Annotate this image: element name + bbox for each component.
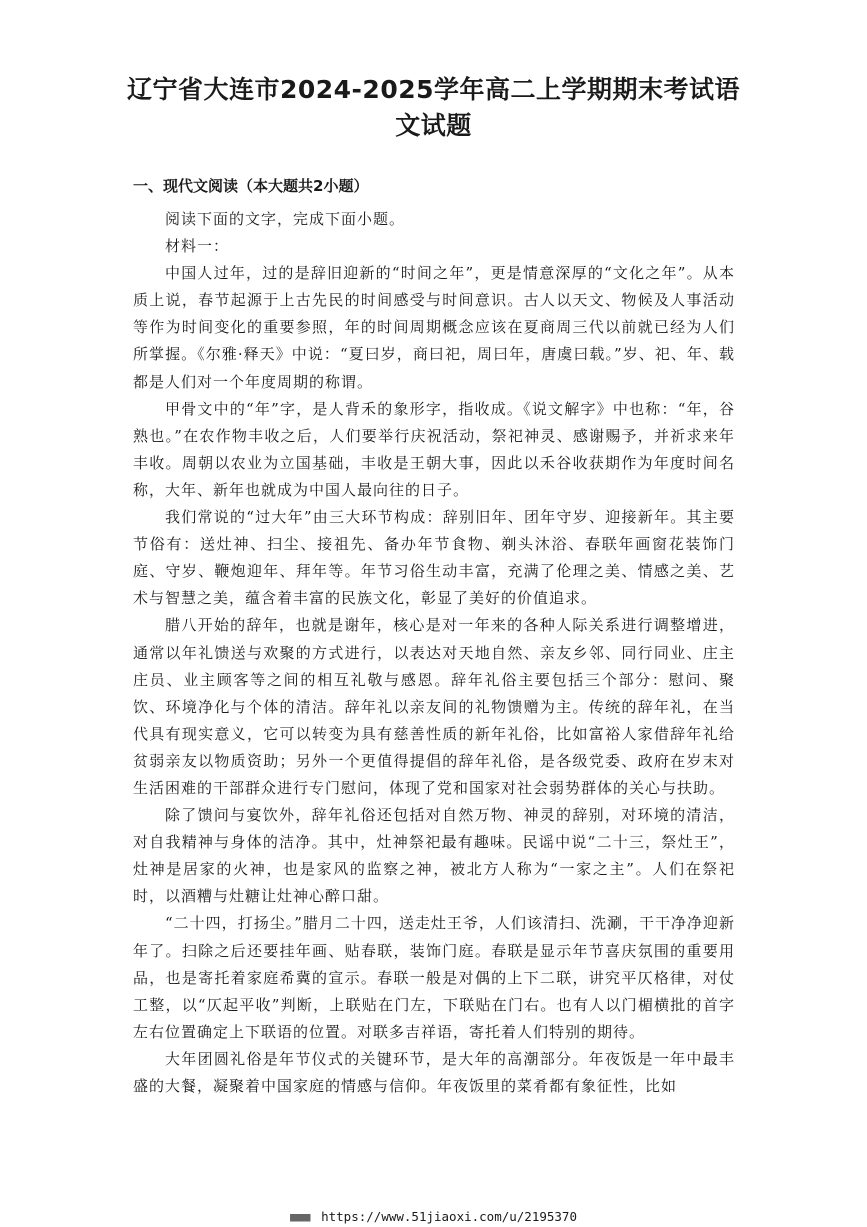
material-label: 材料一： xyxy=(165,237,230,256)
passage-body xyxy=(133,206,735,1100)
paragraph: 除了馈问与宴饮外，辞年礼俗还包括对自然万物、神灵的辞别，对环境的清洁，对自我精神与身体的洁净。其中，灶神祭祀最有趣味。民谣中说“二十三，祭灶王”，灶神是居家的火神，也是家风的监察之神，被北方人称为“一家之主”。人们在祭祀时，以酒糟与灶糖让灶神心醉口甜。 xyxy=(133,806,735,906)
footer-dots: ■■■ xyxy=(290,1209,310,1224)
instruction-line: 阅读下面的文字，完成下面小题。 xyxy=(165,210,406,228)
paragraph: 中国人过年，过的是辞旧迎新的“时间之年”，更是情意深厚的“文化之年”。从本质上说，春节起源于上古先民的时间感受与时间意识。古人以天文、物候及人事活动等作为时间变化的重要参照，年的时间周期概念应该在夏商周三代以前就已经为人们所掌握。《尔雅·释天》中说：“夏曰岁，商曰祀，周曰年，唐虞曰载。”岁、祀、年、载都是人们对一个年度周期的称谓。 xyxy=(133,264,735,391)
paragraph: 我们常说的“过大年”由三大环节构成：辞别旧年、团年守岁、迎接新年。其主要节俗有：送灶神、扫尘、接祖先、备办年节食物、剃头沐浴、春联年画窗花装饰门庭、守岁、鞭炮迎年、拜年等。年节习俗生动丰富，充满了伦理之美、情感之美、艺术与智慧之美，蕴含着丰富的民族文化，彰显了美好的价值追求。 xyxy=(133,508,735,608)
paragraph: 大年团圆礼俗是年节仪式的关键环节，是大年的高潮部分。年夜饭是一年中最丰盛的大餐，凝聚着中国家庭的情感与信仰。年夜饭里的菜肴都有象征性，比如 xyxy=(133,1049,735,1095)
paragraph: “二十四，打扬尘。”腊月二十四，送走灶王爷，人们该清扫、洗涮，干干净净迎新年了。扫除之后还要挂年画、贴春联，装饰门庭。春联是显示年节喜庆氛围的重要用品，也是寄托着家庭希冀的宣示。春联一般是对偶的上下二联，讲究平仄格律，对仗工整，以“仄起平收”判断，上联贴在门左，下联贴在门右。也有人以门楣横批的首字左右位置确定上下联语的位置。对联多吉祥语，寄托着人们特别的期待。 xyxy=(133,914,735,1041)
footer-watermark xyxy=(0,1209,867,1224)
paragraph: 腊八开始的辞年，也就是谢年，核心是对一年来的各种人际关系进行调整增进，通常以年礼馈送与欢聚的方式进行，以表达对天地自然、亲友乡邻、同行同业、庄主庄员、业主顾客等之间的相互礼敬与感恩。辞年礼俗主要包括三个部分：慰问、聚饮、环境净化与个体的清洁。辞年礼以亲友间的礼物馈赠为主。传统的辞年礼，在当代具有现实意义，它可以转变为具有慈善性质的新年礼俗，比如富裕人家借辞年礼给贫弱亲友以物质资助；另外一个更值得提倡的辞年礼俗，是各级党委、政府在岁末对生活困难的干部群众进行专门慰问，体现了党和国家对社会弱势群体的关心与扶助。 xyxy=(133,616,735,797)
section-heading: 一、现代文阅读（本大题共2小题） xyxy=(133,177,369,195)
paragraph: 甲骨文中的“年”字，是人背禾的象形字，指收成。《说文解字》中也称：“年，谷熟也。”在农作物丰收之后，人们要举行庆祝活动，祭祀神灵、感谢赐予，并祈求来年丰收。周朝以农业为立国基础，丰收是王朝大事，因此以禾谷收获期作为年度时间名称，大年、新年也就成为中国人最向往的日子。 xyxy=(133,399,735,499)
footer-url[interactable]: https://www.51jiaoxi.com/u/2195370 xyxy=(321,1209,577,1224)
document-title: 辽宁省大连市2024-2025学年高二上学期期末考试语文试题 xyxy=(126,75,741,140)
